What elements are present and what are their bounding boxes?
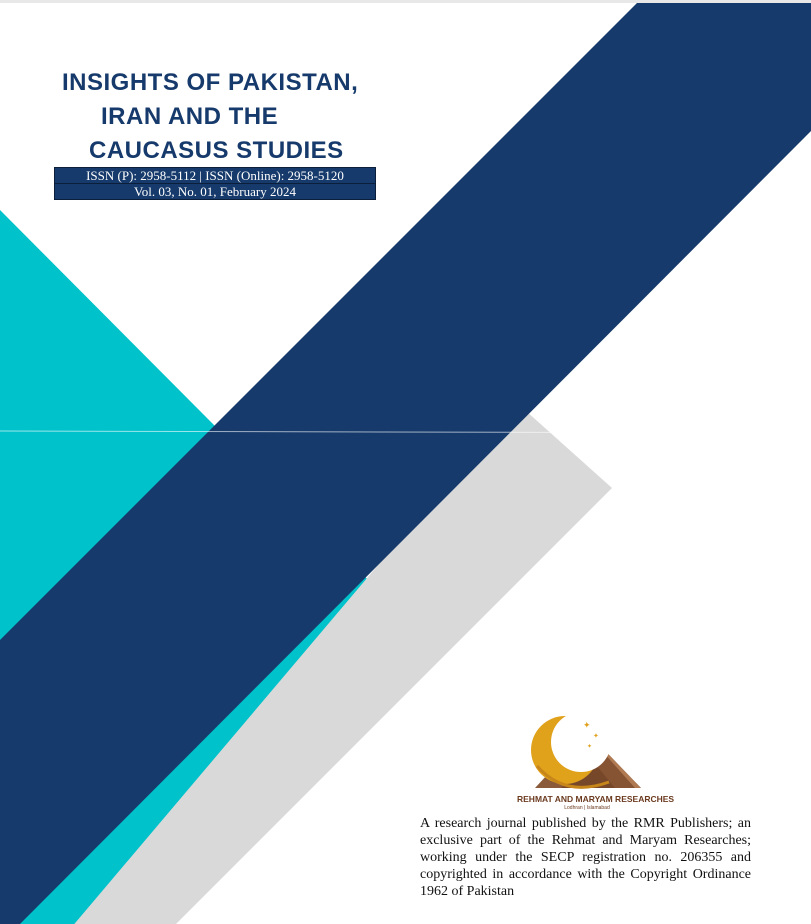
publisher-note: A research journal published by the RMR Publishers; an exclusive part of the Rehmat and Maryam Researches; working under the SECP registration no. 206355 and copyrighted in accordance with the Copyright Ordinance 1962 of Pakistan (420, 816, 751, 899)
logo-name: REHMAT AND MARYAM RESEARCHES (517, 794, 675, 804)
issn-line: ISSN (P): 2958-5112 | ISSN (Online): 2958-5120 (86, 168, 344, 183)
svg-text:✦: ✦ (593, 732, 599, 740)
crescent-mountain-icon (517, 702, 657, 794)
journal-title-line-1: INSIGHTS OF PAKISTAN, (62, 69, 359, 96)
journal-title (58, 66, 398, 168)
svg-text:✦: ✦ (583, 721, 591, 731)
journal-title-line-3: CAUCASUS STUDIES (89, 137, 344, 164)
top-rule (0, 0, 811, 3)
journal-title-line-2: IRAN AND THE (101, 103, 279, 130)
issn-box (54, 167, 376, 200)
publisher-logo (517, 702, 675, 812)
issue-line: Vol. 03, No. 01, February 2024 (55, 183, 375, 199)
logo-subtitle: Lodhran | Islamabad (564, 805, 610, 811)
svg-text:✦: ✦ (587, 743, 593, 750)
